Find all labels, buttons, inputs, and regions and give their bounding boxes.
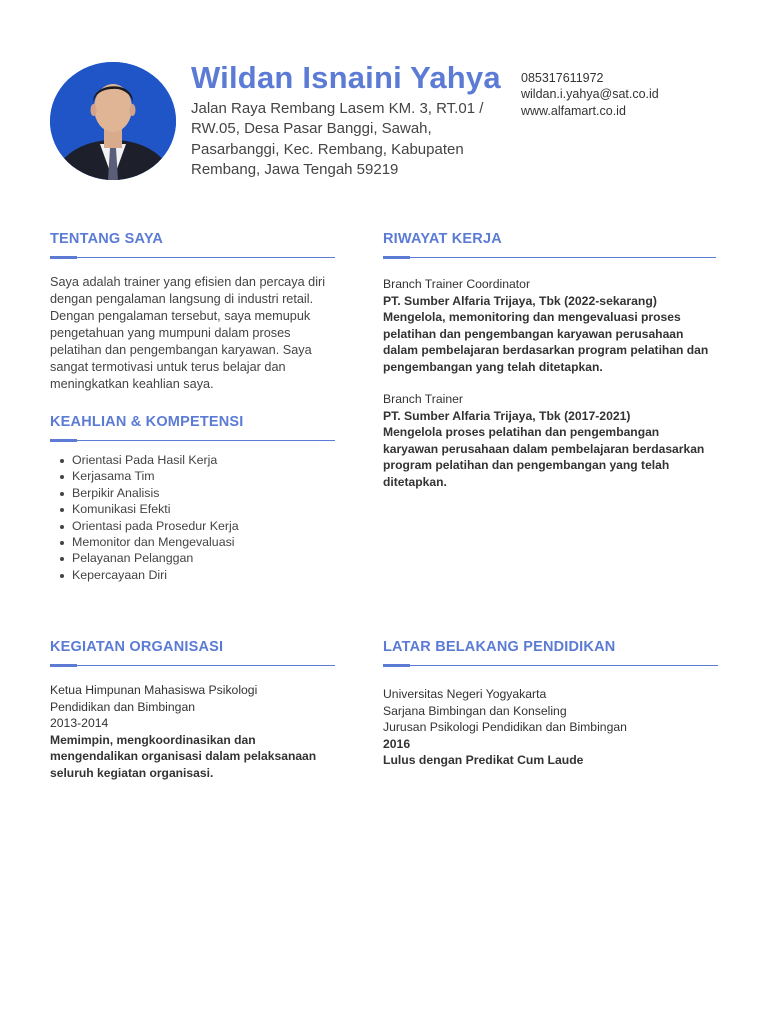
skills-title: KEAHLIAN & KOMPETENSI [50,414,244,430]
list-item: Kerjasama Tim [50,468,335,484]
organization-entry [50,682,335,781]
education-title: LATAR BELAKANG PENDIDIKAN [383,639,616,655]
organization-title: KEGIATAN ORGANISASI [50,639,224,655]
job-role: Branch Trainer [383,392,463,406]
section-divider [383,256,716,260]
job-role: Branch Trainer Coordinator [383,277,530,291]
section-divider [50,439,335,443]
list-item: Orientasi Pada Hasil Kerja [50,452,335,468]
university-name: Universitas Negeri Yogyakarta [383,687,547,701]
organization-description: Memimpin, mengkoordinasikan dan mengendalikan organisasi dalam pelaksanaan seluruh kegiatan organisasi. [50,732,317,780]
phone-number: 085317611972 [521,71,604,85]
list-item: Kepercayaan Diri [50,567,335,583]
skills-list [50,452,335,583]
list-item: Pelayanan Pelanggan [50,550,335,566]
list-item: Komunikasi Efekti [50,501,335,517]
about-title: TENTANG SAYA [50,231,164,247]
organization-section [50,639,335,781]
education-entry [383,686,718,769]
job-company: PT. Sumber Alfaria Trijaya, Tbk (2017-2021) [383,408,631,423]
degree: Sarjana Bimbingan dan Konseling [383,703,567,718]
section-divider [50,256,335,260]
list-item: Berpikir Analisis [50,485,335,501]
list-item: Memonitor dan Mengevaluasi [50,534,335,550]
organization-period: 2013-2014 [50,716,109,730]
list-item: Orientasi pada Prosedur Kerja [50,518,335,534]
job-description: Mengelola proses pelatihan dan pengembangan karyawan perusahaan dalam pembelajaran berdasarkan program pelatihan dan pengembangan yang telah ditetapkan. [383,425,705,489]
job-company: PT. Sumber Alfaria Trijaya, Tbk (2022-sekarang) [383,293,657,308]
graduation-honor: Lulus dengan Predikat Cum Laude [383,753,584,767]
section-divider [383,664,718,668]
job-entry [383,276,716,490]
full-name: Wildan Isnaini Yahya [191,60,501,95]
address: Jalan Raya Rembang Lasem KM. 3, RT.01 / RW.05, Desa Pasar Banggi, Sawah, Pasarbanggi, Kec. Rembang, Kabupaten Rembang, Jawa Tengah 59219 [191,100,484,178]
graduation-year: 2016 [383,736,411,751]
work-title: RIWAYAT KERJA [383,231,502,247]
work-section [383,231,716,490]
about-section [50,231,335,393]
email-address[interactable]: wildan.i.yahya@sat.co.id [521,87,659,102]
job-description: Mengelola, memonitoring dan mengevaluasi proses pelatihan dan pengembangan karyawan perusahaan dalam pembelajaran berdasarkan program pelatihan dan pengembangan yang telah ditetapkan. [383,310,709,374]
skills-section [50,414,335,583]
section-divider [50,664,335,668]
about-text: Saya adalah trainer yang efisien dan percaya diri dengan pengalaman langsung di industri retail. Dengan pengalaman tersebut, saya memupuk pengetahuan yang mumpuni dalam proses pelatihan dan pengembangan karyawan. Saya sangat termotivasi untuk terus belajar dan meningkatkan keahlian saya. [50,275,326,391]
organization-position: Ketua Himpunan Mahasiswa Psikologi Pendidikan dan Bimbingan [50,683,258,714]
contact-info [521,70,659,119]
education-section [383,639,718,769]
major: Jurusan Psikologi Pendidikan dan Bimbingan [383,720,627,734]
website-link[interactable]: www.alfamart.co.id [521,103,626,118]
profile-photo [50,62,176,180]
